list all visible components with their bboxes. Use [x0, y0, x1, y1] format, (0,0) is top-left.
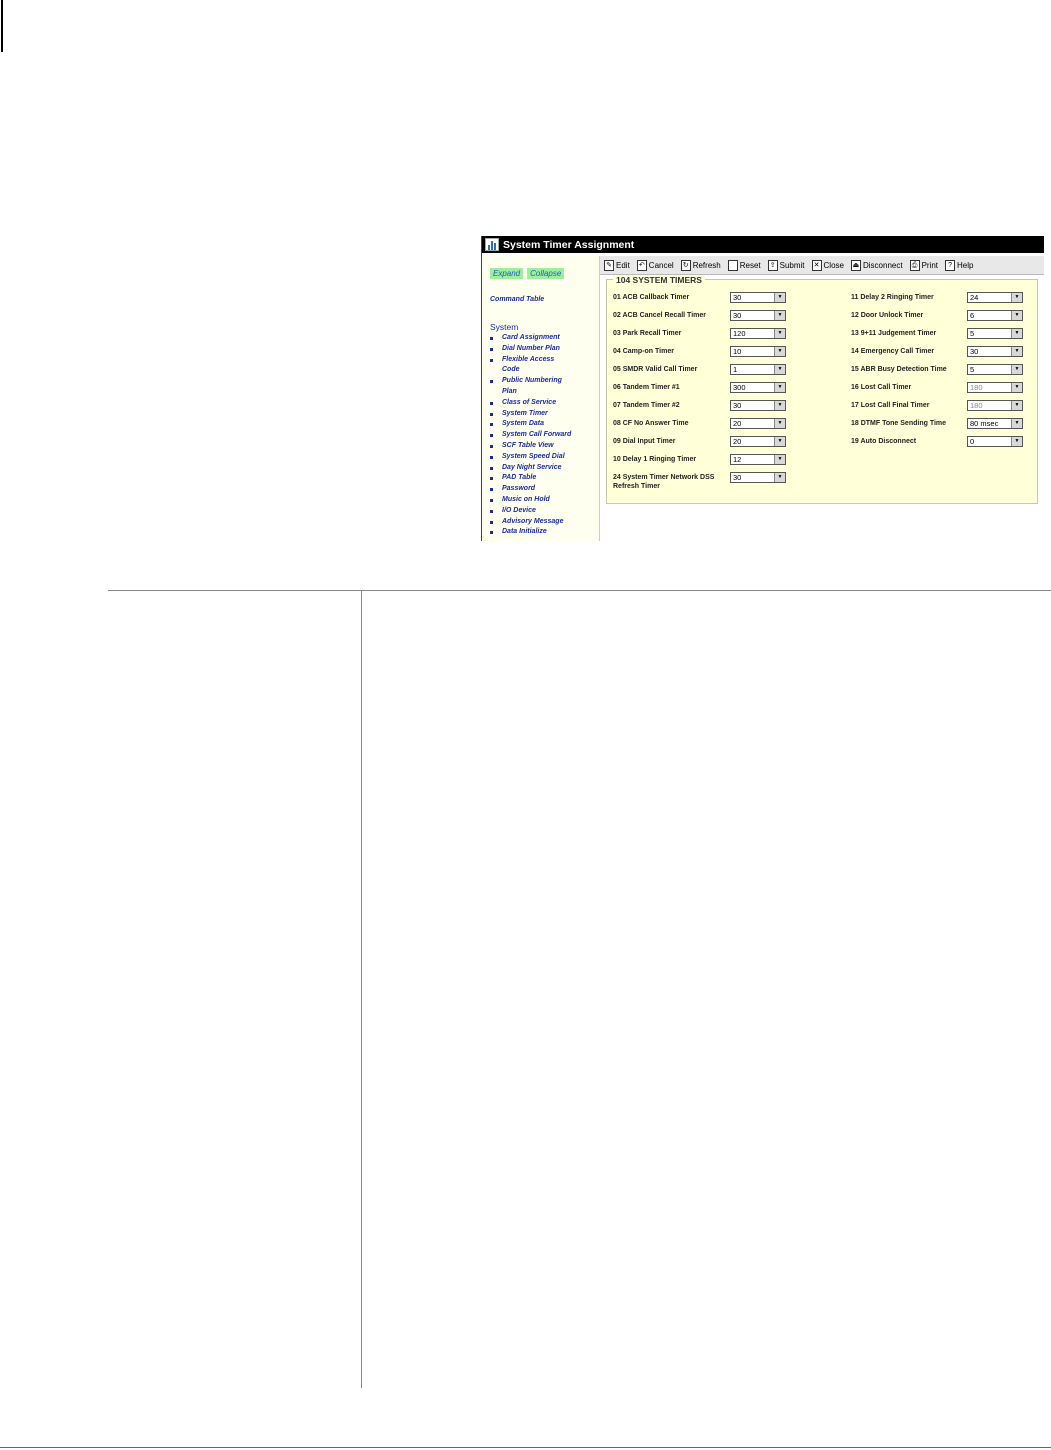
- nav-item[interactable]: [490, 344, 597, 355]
- toolbar-label: Reset: [739, 260, 761, 270]
- nav-item-label: Data Initialize: [502, 528, 547, 536]
- timer-select[interactable]: [730, 400, 786, 411]
- timer-select[interactable]: [967, 292, 1023, 303]
- toolbar-label: Disconnect: [862, 260, 903, 270]
- timer-label: 17 Lost Call Final Timer: [851, 402, 930, 409]
- close-icon: ✕: [812, 260, 822, 271]
- nav-item-label: Music on Hold: [502, 495, 550, 503]
- nav-item-label: Day Night Service: [502, 463, 562, 471]
- dropdown-arrow-icon[interactable]: ▼: [774, 365, 785, 374]
- bullet-icon: [490, 510, 493, 513]
- timer-label: 14 Emergency Call Timer: [851, 348, 935, 355]
- nav-item[interactable]: [490, 430, 597, 441]
- nav-item[interactable]: [490, 506, 597, 517]
- timer-value: 24: [970, 293, 979, 302]
- timer-value: 20: [733, 419, 742, 428]
- submit-icon: ⇪: [768, 260, 778, 271]
- dropdown-arrow-icon[interactable]: ▼: [774, 401, 785, 410]
- nav-item-label: Plan: [502, 387, 517, 395]
- timer-label: 18 DTMF Tone Sending Time: [851, 420, 947, 427]
- dropdown-arrow-icon[interactable]: ▼: [1011, 347, 1022, 356]
- timer-value: 20: [733, 437, 742, 446]
- window-title: System Timer Assignment: [503, 238, 635, 251]
- dropdown-arrow-icon[interactable]: ▼: [1011, 419, 1022, 428]
- timer-select[interactable]: [730, 328, 786, 339]
- bullet-icon: [490, 531, 493, 534]
- timer-value: 5: [970, 365, 975, 374]
- dropdown-arrow-icon[interactable]: ▼: [774, 419, 785, 428]
- nav-item[interactable]: [490, 376, 597, 387]
- nav-item-label: Code: [502, 366, 520, 374]
- nav-item-label: Public Numbering: [502, 377, 562, 385]
- window-titlebar: [482, 236, 1044, 253]
- toolbar: [600, 256, 1044, 275]
- dropdown-arrow-icon[interactable]: ▼: [774, 311, 785, 320]
- timer-select[interactable]: [967, 364, 1023, 375]
- timer-label: 19 Auto Disconnect: [851, 438, 917, 445]
- bullet-icon: [490, 337, 493, 340]
- nav-item[interactable]: [490, 355, 597, 366]
- timer-value: 10: [733, 347, 742, 356]
- timer-label: 09 Dial Input Timer: [613, 438, 676, 445]
- footer-rule: [0, 1447, 1051, 1448]
- dropdown-arrow-icon[interactable]: ▼: [774, 437, 785, 446]
- dropdown-arrow-icon[interactable]: ▼: [774, 473, 785, 482]
- timer-label: 12 Door Unlock Timer: [851, 312, 924, 319]
- timer-select[interactable]: [730, 382, 786, 393]
- timer-select[interactable]: [730, 418, 786, 429]
- timer-label: 06 Tandem Timer #1: [613, 384, 680, 391]
- system-timers-panel: [606, 275, 1038, 504]
- timer-select[interactable]: [967, 346, 1023, 357]
- nav-item-label: System Timer: [502, 409, 548, 417]
- nav-item-label: Advisory Message: [502, 517, 564, 525]
- edit-button[interactable]: [604, 260, 630, 271]
- toolbar-label: Submit: [779, 260, 805, 270]
- bullet-icon: [490, 445, 493, 448]
- timer-value: 30: [733, 293, 742, 302]
- nav-item-label: Dial Number Plan: [502, 344, 560, 352]
- edit-icon: ✎: [604, 260, 614, 271]
- disconnect-icon: ⏏: [852, 261, 860, 269]
- timer-value: 180: [970, 383, 983, 392]
- timer-label: 16 Lost Call Timer: [851, 384, 912, 391]
- nav-item[interactable]: [490, 517, 597, 528]
- bullet-icon: [490, 477, 493, 480]
- dropdown-arrow-icon[interactable]: ▼: [1011, 437, 1022, 446]
- cancel-icon: ↶: [637, 260, 647, 271]
- timer-label: 04 Camp-on Timer: [613, 348, 674, 355]
- help-button[interactable]: [945, 260, 973, 271]
- timer-select[interactable]: [730, 454, 786, 465]
- nav-item[interactable]: [490, 398, 597, 409]
- bullet-icon: [490, 467, 493, 470]
- refresh-button[interactable]: [681, 260, 721, 271]
- timer-select[interactable]: [967, 436, 1023, 447]
- dropdown-arrow-icon[interactable]: ▼: [774, 347, 785, 356]
- timer-value: 120: [733, 329, 746, 338]
- reset-button[interactable]: [728, 260, 761, 271]
- timer-select[interactable]: [730, 472, 786, 483]
- timer-select[interactable]: [967, 328, 1023, 339]
- timer-select[interactable]: [967, 310, 1023, 321]
- timer-select[interactable]: [730, 292, 786, 303]
- toolbar-label: Refresh: [692, 260, 721, 270]
- collapse-button[interactable]: Collapse: [527, 268, 564, 279]
- timer-label: 03 Park Recall Timer: [613, 330, 682, 337]
- nav-item[interactable]: [490, 441, 597, 452]
- cancel-button[interactable]: [637, 260, 674, 271]
- nav-item-label: I/O Device: [502, 506, 536, 514]
- timer-select[interactable]: [967, 382, 1023, 393]
- timer-label: 15 ABR Busy Detection Time: [851, 366, 947, 373]
- nav-item-label: System Speed Dial: [502, 452, 565, 460]
- nav-item[interactable]: [490, 419, 597, 430]
- timer-value: 1: [733, 365, 738, 374]
- nav-item[interactable]: [490, 387, 597, 398]
- timer-value: 6: [970, 311, 975, 320]
- bullet-icon: [490, 488, 493, 491]
- nav-item-label: System Call Forward: [502, 431, 572, 439]
- nav-item[interactable]: [490, 484, 597, 495]
- bullet-icon: [490, 402, 493, 405]
- nav-item-label: Password: [502, 485, 536, 493]
- close-button[interactable]: [812, 260, 844, 271]
- toolbar-label: Edit: [616, 260, 630, 270]
- timer-value: 300: [733, 383, 746, 392]
- nav-item-label: Flexible Access: [502, 355, 555, 363]
- nav-item-label: Card Assignment: [502, 334, 560, 341]
- nav-item-label: SCF Table View: [502, 441, 554, 449]
- timer-select[interactable]: [730, 436, 786, 447]
- nav-item[interactable]: [490, 452, 597, 463]
- nav-item[interactable]: [490, 333, 597, 344]
- submit-button[interactable]: [768, 260, 805, 271]
- toolbar-label: Print: [921, 260, 939, 270]
- timer-value: 80 msec: [970, 419, 999, 428]
- command-table-link[interactable]: Command Table: [490, 296, 545, 303]
- main-area: [600, 256, 1044, 541]
- bullet-icon: [490, 434, 493, 437]
- timer-select[interactable]: [730, 346, 786, 357]
- system-heading: System: [490, 322, 519, 332]
- dropdown-arrow-icon[interactable]: ▼: [774, 329, 785, 338]
- dropdown-arrow-icon[interactable]: ▼: [1011, 311, 1022, 320]
- reset-icon: [728, 260, 738, 271]
- nav-item-label: PAD Table: [502, 474, 537, 482]
- dropdown-arrow-icon[interactable]: ▼: [1011, 293, 1022, 302]
- timer-label: 01 ACB Callback Timer: [613, 294, 690, 301]
- nav-item[interactable]: [490, 473, 597, 484]
- expand-button[interactable]: Expand: [490, 268, 523, 279]
- timer-select[interactable]: [730, 364, 786, 375]
- timer-value: 30: [970, 347, 979, 356]
- timer-label: 07 Tandem Timer #2: [613, 402, 680, 409]
- timer-value: 5: [970, 329, 975, 338]
- timer-label: 11 Delay 2 Ringing Timer: [851, 294, 934, 301]
- timer-select[interactable]: [730, 310, 786, 321]
- timer-value: 30: [733, 401, 742, 410]
- dropdown-arrow-icon[interactable]: ▼: [774, 293, 785, 302]
- dropdown-arrow-icon[interactable]: ▼: [774, 455, 785, 464]
- timer-label: 02 ACB Cancel Recall Timer: [613, 312, 706, 319]
- timer-value: 30: [733, 311, 742, 320]
- bullet-icon: [490, 413, 493, 416]
- nav-item-label: Class of Service: [502, 398, 557, 406]
- nav-item-label: System Data: [502, 420, 545, 428]
- toolbar-label: Cancel: [648, 260, 674, 270]
- toolbar-label: Help: [957, 260, 974, 270]
- page-margin-mark: [1, 0, 3, 52]
- timer-label: 05 SMDR Valid Call Timer: [613, 366, 698, 373]
- timer-select[interactable]: [967, 418, 1023, 429]
- timer-label: 13 9+11 Judgement Timer: [851, 330, 937, 337]
- bullet-icon: [490, 521, 493, 524]
- timer-value: 0: [970, 437, 975, 446]
- timer-label: 08 CF No Answer Time: [613, 420, 689, 427]
- nav-item[interactable]: [490, 463, 597, 474]
- nav-item[interactable]: [490, 365, 597, 376]
- bullet-icon: [490, 348, 493, 351]
- nav-item[interactable]: [490, 495, 597, 506]
- system-timer-window: [481, 236, 1044, 541]
- bullet-icon: [490, 380, 493, 383]
- timer-value: 12: [733, 455, 742, 464]
- nav-item[interactable]: [490, 527, 597, 538]
- bullet-icon: [490, 359, 493, 362]
- timer-label: 10 Delay 1 Ringing Timer: [613, 456, 697, 463]
- bullet-icon: [490, 423, 493, 426]
- toolbar-label: Close: [823, 260, 844, 270]
- system-nav-list: [490, 333, 597, 538]
- timer-value: 180: [970, 401, 983, 410]
- dropdown-arrow-icon[interactable]: ▼: [1011, 365, 1022, 374]
- dropdown-arrow-icon[interactable]: ▼: [774, 383, 785, 392]
- disconnect-button[interactable]: [851, 260, 903, 271]
- bullet-icon: [490, 456, 493, 459]
- timer-select[interactable]: [967, 400, 1023, 411]
- refresh-icon: ↻: [681, 260, 691, 271]
- timer-value: 30: [733, 473, 742, 482]
- print-button[interactable]: [910, 260, 938, 271]
- print-icon: ⎙: [910, 260, 920, 271]
- horizontal-rule: [108, 590, 1051, 591]
- dropdown-arrow-icon[interactable]: ▼: [1011, 329, 1022, 338]
- nav-item[interactable]: [490, 409, 597, 420]
- column-divider: [361, 591, 362, 1388]
- navigation-panel: [482, 256, 600, 541]
- timer-label: 24 System Timer Network DSS Refresh Timer: [613, 474, 715, 490]
- dropdown-arrow-icon[interactable]: ▼: [1011, 401, 1022, 410]
- help-icon: ?: [945, 260, 955, 271]
- dropdown-arrow-icon[interactable]: ▼: [1011, 383, 1022, 392]
- panel-title: 104 SYSTEM TIMERS: [613, 275, 705, 285]
- bullet-icon: [490, 499, 493, 502]
- app-icon: [485, 238, 499, 251]
